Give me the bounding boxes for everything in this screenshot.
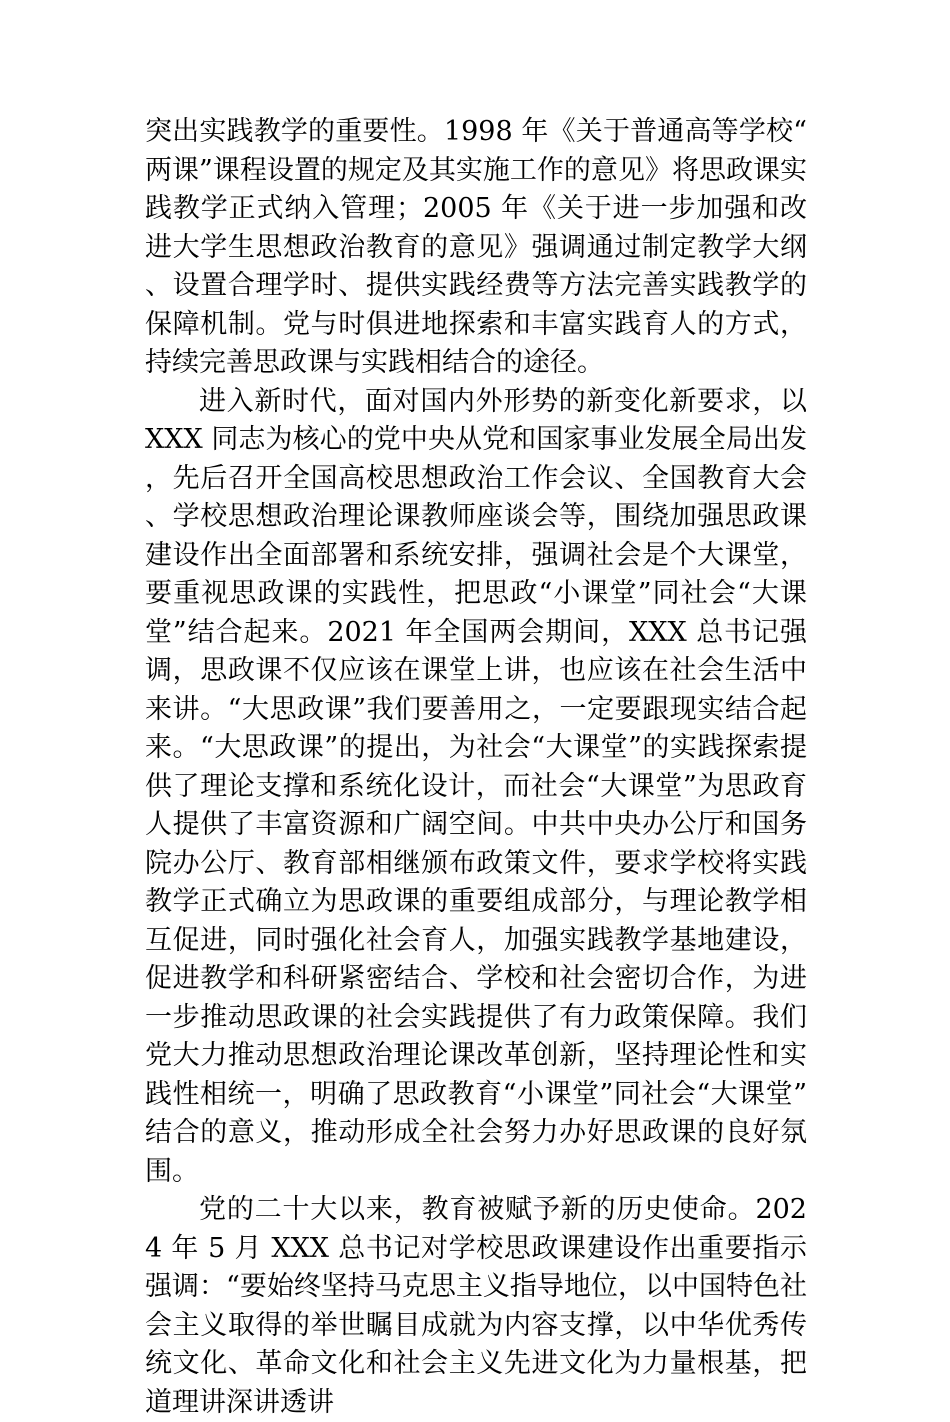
paragraph-1: 突出实践教学的重要性。1998 年《关于普通高等学校“两课”课程设置的规定及其实施工作的意见》将思政课实践教学正式纳入管理；2005 年《关于进一步加强和改进大学生思想政治教育的意见》强调通过制定教学大纲、设置合理学时、提供实践经费等方法完善实践教学的保障机制。党与时俱进地探索和丰富实践育人的方式，持续完善思政课与实践相结合的途径。 <box>145 116 807 378</box>
paragraph-2: 进入新时代，面对国内外形势的新变化新要求，以XXX 同志为核心的党中央从党和国家事业发展全局出发，先后召开全国高校思想政治工作会议、全国教育大会、学校思想政治理论课教师座谈会等，围绕加强思政课建设作出全面部署和系统安排，强调社会是个大课堂，要重视思政课的实践性，把思政“小课堂”同社会“大课堂”结合起来。2021 年全国两会期间，XXX 总书记强调，思政课不仅应该在课堂上讲，也应该在社会生活中来讲。“大思政课”我们要善用之，一定要跟现实结合起来。“大思政课”的提出，为社会“大课堂”的实践探索提供了理论支撑和系统化设计，而社会“大课堂”为思政育人提供了丰富资源和广阔空间。中共中央办公厅和国务院办公厅、教育部相继颁布政策文件，要求学校将实践教学正式确立为思政课的重要组成部分，与理论教学相互促进，同时强化社会育人，加强实践教学基地建设，促进教学和科研紧密结合、学校和社会密切合作，为进一步推动思政课的社会实践提供了有力政策保障。我们党大力推动思想政治理论课改革创新，坚持理论性和实践性相统一，明确了思政教育“小课堂”同社会“大课堂”结合的意义，推动形成全社会努力办好思政课的良好氛围。 <box>145 385 807 1187</box>
document-body <box>145 113 807 1422</box>
paragraph-3: 党的二十大以来，教育被赋予新的历史使命。2024 年 5 月 XXX 总书记对学校思政课建设作出重要指示强调：“要始终坚持马克思主义指导地位，以中国特色社会主义取得的举世瞩目成就为内容支撑，以中华优秀传统文化、革命文化和社会主义先进文化为力量根基，把道理讲深讲透讲 <box>145 1194 807 1418</box>
